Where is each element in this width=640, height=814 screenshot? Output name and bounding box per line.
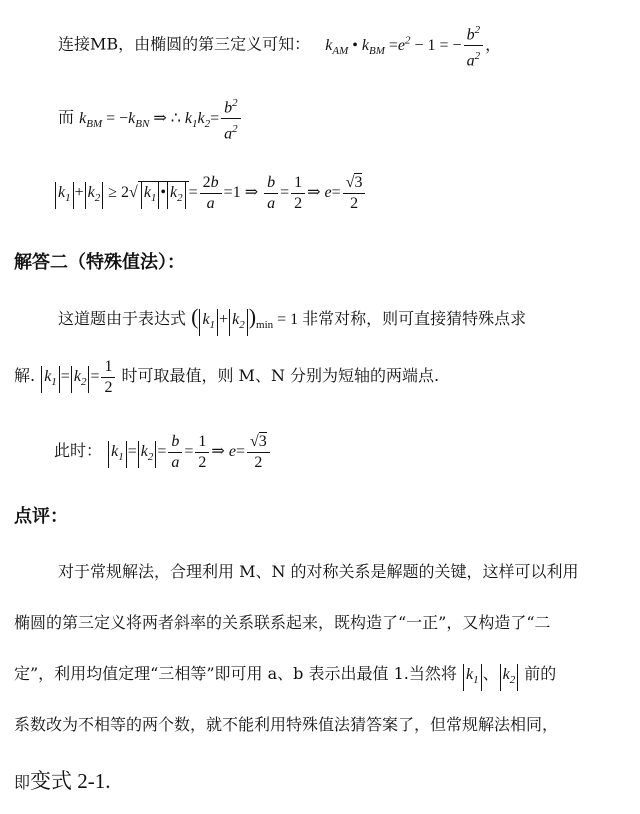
text-para2-b: 非常对称，则可直接猜特殊点求	[302, 309, 527, 328]
text-er: 而	[58, 107, 75, 127]
heading-comment: 点评：	[14, 506, 68, 527]
equation-line-ci-shi	[54, 432, 272, 473]
heading-solution-2: 解答二（特殊值法）：	[14, 252, 185, 273]
text-para2-c: 解.	[14, 366, 36, 386]
text-comment-5a: 即	[14, 773, 31, 792]
comment-line-4: 系数改为不相等的两个数，就不能利用特殊值法猜答案了，但常规解法相同，	[14, 715, 559, 734]
text-para2-a: 这道题由于表达式	[58, 309, 187, 328]
text-para2-d: 时可取最值，则 M、N 分别为短轴的两端点.	[121, 366, 440, 386]
formula-eccentricity: $k_1 = k_2$ = $\frac{b}{a}$ = $\frac{1}{2}$ ⇒ e= $\frac{√3}{2}$	[107, 443, 272, 460]
formula-k-relation: $k_{BM} = -k_{BN}$ ⇒ ∴ $k_1k_2=$ $\frac{b^2}{a^2}$	[79, 110, 243, 127]
para2-line-2	[14, 357, 439, 398]
comment-line-2: 椭圆的第三定义将两者斜率的关系联系起来，既构造了“一正”，又构造了“二	[14, 613, 551, 632]
formula-slopes-product: $k_{AM}$ • $k_{BM} =e^2 - 1$ = − $\frac{b^2}{a^2}$ ，	[325, 37, 501, 54]
text-intro: 连接MB，由椭圆的第三定义可知：	[58, 34, 311, 54]
equation-line-3	[54, 173, 367, 214]
equation-line-1	[58, 20, 501, 72]
text-ci-shi: 此时：	[54, 441, 103, 461]
equation-line-2	[58, 93, 243, 145]
text-comment-3a: 定”，利用均值定理“三相等”即可用 a、b 表示出最值 1.当然将	[14, 664, 457, 683]
formula-k-equal-half: $k_1 = k_2$ = $\frac{1}{2}$	[40, 368, 121, 385]
formula-min-expression: ( $k_1 + k_2$ )$_{min} = 1$	[191, 311, 302, 328]
formula-abs-k1-k2: $k_1$ 、 $k_2$	[462, 666, 519, 683]
text-comment-3b: 前的	[524, 664, 557, 683]
para2-line-1	[58, 306, 526, 336]
comment-line-1: 对于常规解法，合理利用 M、N 的对称关系是解题的关键，这样可以利用	[58, 562, 579, 581]
formula-inequality: $k_1 + k_2 \ge 2√$ $k_1$ • $k_2$ = $\frac{2b}{a}$ =1 ⇒ $\frac{b}{a}$ = $\frac{1}{2}$ ⇒ e= $\frac{√3}{2}$	[54, 184, 367, 201]
comment-line-5	[14, 770, 111, 794]
text-variant-ref: 变式 2-1.	[30, 769, 111, 793]
comment-line-3	[14, 663, 556, 691]
